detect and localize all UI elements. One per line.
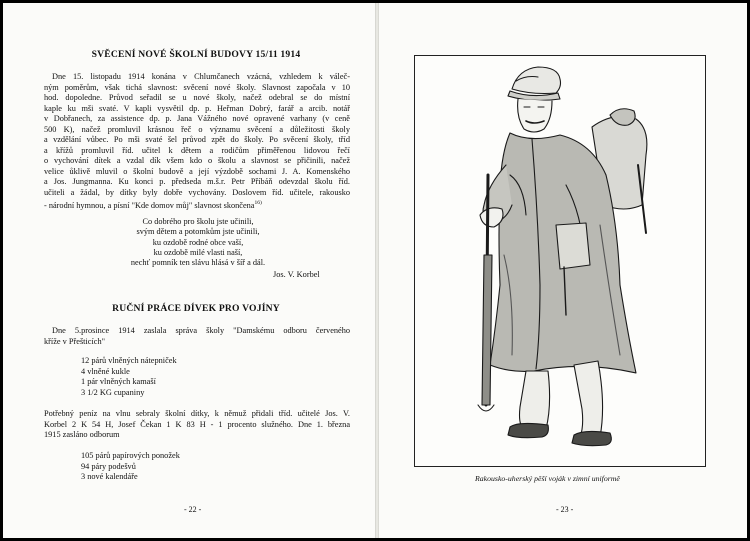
list-item: 3 1/2 KG cupaniny [81, 387, 145, 397]
consecration-paragraph [44, 72, 350, 211]
list-item: 12 párů vlněných nátepniček [81, 356, 177, 365]
paragraph-line: a Jos. Jungmanna. Ku konci p. předseda m.š.r. Petr Příbáň odevzdal školu říd. [44, 177, 350, 186]
footnote-ref: 16) [254, 200, 262, 206]
page-number-left: - 22 - [184, 505, 202, 514]
page-number-right: - 23 - [556, 505, 574, 514]
right-page [379, 3, 747, 538]
section-title-handwork: RUČNÍ PRÁCE DÍVEK PRO VOJÍNY [112, 303, 280, 314]
list-item: 1 pár vlněných kamaší [81, 377, 156, 386]
poem-line: Co dobrého pro školu jste učinili, [142, 217, 254, 226]
paragraph-line: Dne 15. listopadu 1914 konána v Chlumčanech vzácná, vzhledem k váleč- [52, 72, 350, 81]
paragraph-line: velice ůklivě mluvil o školní budově a její výzdobě sochami J. A. Komenského [44, 166, 350, 176]
poem-line: svým dětem a potomkům jste učinili, [136, 227, 260, 237]
section-title-consecration: SVĚCENÍ NOVÉ ŠKOLNÍ BUDOVY 15/11 1914 [91, 49, 301, 60]
shipment-list-2 [81, 451, 180, 483]
poem-author: Jos. V. Korbel [273, 270, 320, 279]
paragraph-line: hod. dopoledne. Průvod seřadil se u nové školy, načež odebral se do místní [44, 93, 350, 102]
list-item: 4 vlněné kukle [81, 366, 130, 376]
paragraph-line: Korbel 2 K 54 H, Josef Čekan 1 K 83 H - 1 procento služného. Dne 1. března [44, 419, 350, 429]
paragraph-line-last [44, 198, 350, 211]
left-page [3, 3, 375, 538]
poem-line: ku ozdobě rodné obce vaší, [152, 237, 244, 247]
paragraph-line: 1915 zasláno odborum [44, 430, 120, 439]
handwork-intro [44, 326, 350, 347]
paragraph-line: Potřebný peníz na vlnu sebraly školní dítky, k němuž přidali tříd. učitelé Jos. V. [44, 409, 350, 418]
paragraph-line: a vzdělání vůbec. Po mši svaté šel průvod zpět do školy. Po svěcení školy, tříd [44, 135, 350, 144]
soldier-illustration-icon [414, 55, 706, 467]
poem-line: nechť pomník ten slávu hlásá v šíř a dál. [130, 258, 266, 268]
book-spread [3, 3, 747, 538]
handwork-paragraph [44, 409, 350, 441]
paragraph-line: 500 K), načež promluvil krásnou řeč o významu svěcení a důležitosti školy [44, 124, 350, 134]
paragraph-line: o vychování dítek a vzdal dík všem kdo o školu a slavnost se přičinili, načež [44, 156, 350, 165]
list-item: 94 páry podešvů [81, 461, 136, 471]
paragraph-line: ným poměrům, však tichá slavnost: svěcení nové školy. Slavnost započala v 10 [44, 82, 350, 92]
paragraph-line: učiteli a žádal, by dítky byly dobře vychovány. Doslovem říd. učitele, rakousko [44, 187, 350, 197]
poem [63, 217, 333, 268]
paragraph-line: kaple ku mši svaté. V kapli vysvětil dp. p. Heřman Dobrý, farář a arcib. notář [44, 103, 350, 113]
shipment-list-1 [81, 356, 177, 398]
intro-line: kříže v Přešticích" [44, 336, 105, 346]
illustration-caption: Rakousko-uherský pěší voják v zimní uniformě [475, 474, 620, 483]
list-item: 105 párů papírových ponožek [81, 451, 180, 460]
paragraph-line-text: - národní hymnou, a písní "Kde domov můj" slavnost skončena [44, 200, 255, 210]
paragraph-line: a křížů promluvil říd. učitel k dětem a rodičům přiměřenou lidovou řečí [44, 145, 350, 155]
paragraph-line: v Dobřanech, za assistence dp. p. Jana Vážného nové opravené varhany (v ceně [44, 114, 350, 123]
list-item: 3 nové kalendáře [81, 472, 138, 481]
intro-line: Dne 5.prosince 1914 zaslala správa školy "Damskému odboru červeného [52, 326, 350, 335]
poem-line: ku ozdobě milé vlasti naší, [153, 247, 243, 257]
